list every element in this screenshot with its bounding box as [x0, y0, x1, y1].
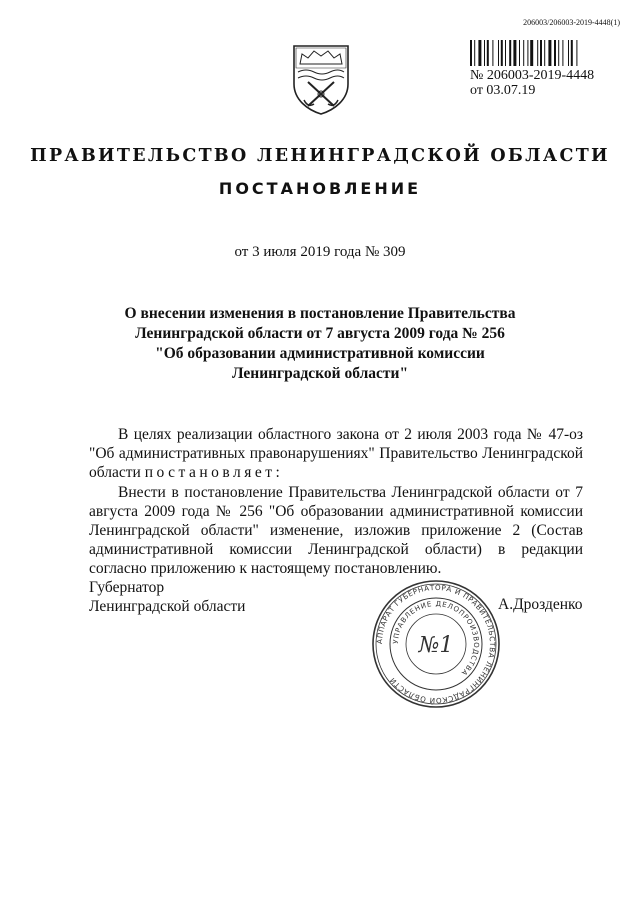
- barcode-bar: [478, 40, 481, 66]
- stamp-outer-text: АППАРАТ ГУБЕРНАТОРА И ПРАВИТЕЛЬСТВА ЛЕНИНГРАДСКОЙ ОБЛАСТИ: [374, 582, 498, 706]
- barcode-bar: [470, 40, 472, 66]
- barcode-bar: [509, 40, 511, 66]
- barcode-bar: [548, 40, 551, 66]
- authority-title: ПРАВИТЕЛЬСТВО ЛЕНИНГРАДСКОЙ ОБЛАСТИ: [30, 146, 610, 166]
- barcode-bar: [487, 40, 489, 66]
- leningrad-oblast-coat-of-arms-icon: [290, 42, 352, 116]
- barcode-bar: [568, 40, 569, 66]
- registration-date: от 03.07.19: [470, 83, 536, 98]
- barcode-bar: [576, 40, 577, 66]
- preamble-paragraph: [89, 425, 583, 482]
- resolves-word: постановляет:: [144, 464, 284, 481]
- barcode-bar: [492, 40, 493, 66]
- barcode-bar: [474, 40, 475, 66]
- barcode-bar: [513, 40, 516, 66]
- subject-line: О внесении изменения в постановление Правительства: [124, 305, 516, 322]
- barcode-bar: [484, 40, 485, 66]
- barcode-bar: [530, 40, 533, 66]
- barcode-bar: [519, 40, 520, 66]
- barcode-bar: [544, 40, 545, 66]
- signatory-position: [89, 578, 245, 616]
- official-seal-stamp: [370, 578, 502, 710]
- barcode-bar: [554, 40, 556, 66]
- barcode-bar: [558, 40, 559, 66]
- signatory-name: А.Дрозденко: [498, 596, 583, 613]
- barcode-bar: [498, 40, 499, 66]
- barcode-bar: [571, 40, 573, 66]
- position-line: Ленинградской области: [89, 598, 246, 615]
- resolution-paragraph: Внести в постановление Правительства Ленинградской области от 7 августа 2009 года № 256 "Об образовании административной комиссии Ленинградской области" изменение, изложив приложение 2 (Состав административной комиссии Ленинградской области) в редакции согласно приложению к настоящему постановлению.: [89, 484, 583, 577]
- barcode-bar: [537, 40, 538, 66]
- barcode-bar: [505, 40, 506, 66]
- barcode-bar: [527, 40, 528, 66]
- registration-number: № 206003-2019-4448: [470, 68, 595, 83]
- document-type-heading: ПОСТАНОВЛЕНИЕ: [218, 179, 422, 198]
- subject-line: Ленинградской области": [231, 365, 409, 382]
- registration-barcode: [470, 40, 610, 66]
- barcode-bar: [540, 40, 542, 66]
- stamp-center-number: №1: [418, 633, 454, 658]
- subject-line: Ленинградской области от 7 августа 2009 года № 256: [135, 325, 505, 342]
- preamble-text: В целях реализации областного закона от 2 июля 2003 года № 47-оз "Об административных правонарушениях" Правительство Ленинградской области: [89, 426, 583, 481]
- barcode-bar: [562, 40, 563, 66]
- subject-line: "Об образовании административной комиссии: [155, 345, 485, 362]
- stamp-inner-text: УПРАВЛЕНИЕ ДЕЛОПРОИЗВОДСТВА: [391, 599, 481, 678]
- barcode-bar: [501, 40, 503, 66]
- document-tracking-code: 206003/206003-2019-4448(1): [523, 18, 620, 27]
- document-date-number: от 3 июля 2019 года № 309: [234, 244, 406, 260]
- barcode-bar: [523, 40, 524, 66]
- document-subject: [100, 304, 540, 384]
- position-line: Губернатор: [89, 579, 165, 596]
